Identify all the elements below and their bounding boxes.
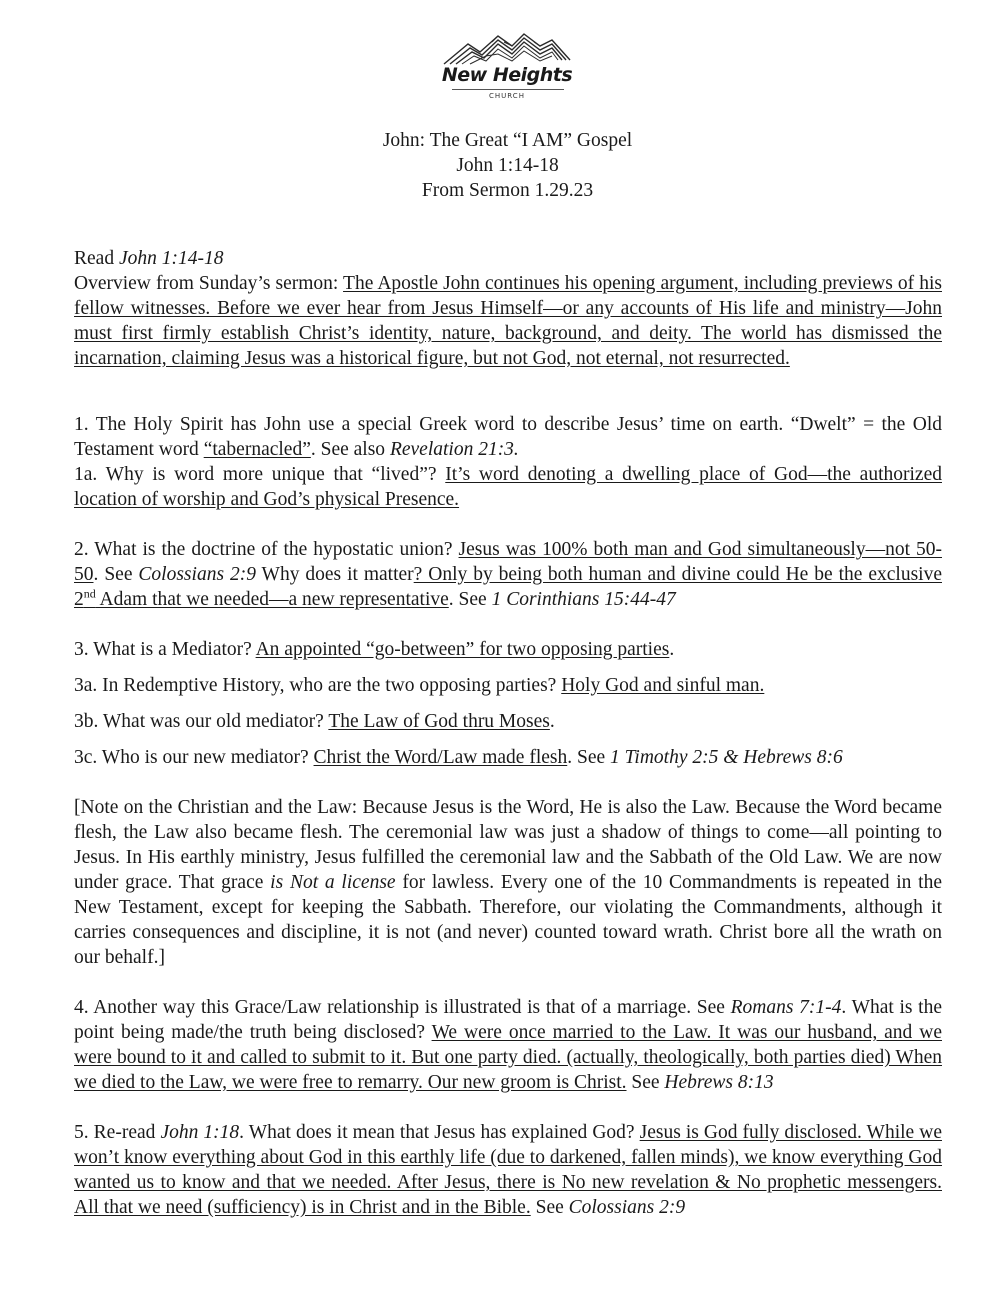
overview-paragraph bbox=[74, 271, 942, 371]
scripture-reference: Colossians 2:9 bbox=[568, 1197, 686, 1218]
sermon-date: From Sermon 1.29.23 bbox=[421, 180, 594, 201]
question-1 bbox=[74, 412, 942, 462]
see-label: See bbox=[530, 1197, 569, 1218]
question-text: 1a. Why is word more unique that “lived”? bbox=[74, 464, 446, 485]
punctuation: . bbox=[669, 639, 675, 660]
logo-subtitle: CHURCH bbox=[489, 92, 525, 100]
scripture-reference: 1 Timothy 2:5 & Hebrews 8:6 bbox=[610, 747, 843, 768]
question-3 bbox=[74, 637, 942, 662]
mountain-peaks-icon bbox=[440, 30, 574, 66]
question-2 bbox=[74, 537, 942, 612]
document-header bbox=[0, 128, 1000, 203]
question-text: 5. Re-read bbox=[74, 1122, 161, 1143]
question-text: 4. Another way this Grace/Law relationship is illustrated is that of a marriage. See bbox=[74, 997, 731, 1018]
logo-wordmark: New Heights bbox=[441, 64, 573, 86]
question-5 bbox=[74, 1120, 942, 1220]
law-note bbox=[74, 795, 942, 970]
question-3c bbox=[74, 745, 942, 770]
question-text: . What is the point being made/the truth being disclosed? bbox=[74, 997, 942, 1043]
see-label: . See also bbox=[310, 439, 390, 460]
overview-answer: The Apostle John continues his opening argument, including previews of his fellow witnesses. Before we ever hear from Jesus Himself—or any accounts of His life and ministry—John must first firmly establish Christ’s identity, nature, background, and deity. The world has dismissed the incarnation, claiming Jesus was a historical figure, but not God, not eternal, not resurrected. bbox=[74, 273, 942, 369]
scripture-reference: Revelation 21:3. bbox=[389, 439, 519, 460]
read-line bbox=[74, 246, 942, 271]
answer-part: Adam that we needed—a new representative bbox=[95, 589, 449, 610]
answer-text: An appointed “go-between” for two opposing parties bbox=[255, 639, 670, 660]
question-1a bbox=[74, 462, 942, 512]
ordinal-suffix: nd bbox=[83, 586, 96, 601]
answer-text: Jesus is God fully disclosed. While we won’t know everything about God in this earthly life (due to darkened, fallen minds), we know everything God wanted us to know and that we needed. After Jesus, there is No new revelation & No prophetic messengers. All that we need (sufficiency) is in Christ and in the Bible. bbox=[74, 1122, 942, 1218]
answer-text: Christ the Word/Law made flesh bbox=[313, 747, 568, 768]
question-text: 3. What is a Mediator? bbox=[74, 639, 256, 660]
answer-text: We were once married to the Law. It was our husband, and we were bound to it and called to submit to it. But one party died. (actually, theologically, both parties died) When we died to the Law, we were free to remarry. Our new groom is Christ. bbox=[74, 1022, 942, 1093]
question-3b bbox=[74, 709, 942, 734]
document-title: John: The Great “I AM” Gospel bbox=[382, 130, 633, 151]
read-label: Read bbox=[74, 248, 119, 269]
scripture-reference: Colossians 2:9 bbox=[138, 564, 256, 585]
question-4 bbox=[74, 995, 942, 1095]
punctuation: . bbox=[549, 711, 555, 732]
scripture-reference: Hebrews 8:13 bbox=[664, 1072, 774, 1093]
answer-text: The Law of God thru Moses bbox=[328, 711, 550, 732]
scripture-reference: John 1:18 bbox=[160, 1122, 240, 1143]
question-text: 3b. What was our old mediator? bbox=[74, 711, 329, 732]
see-label: . See bbox=[93, 564, 139, 585]
question-text: 2. What is the doctrine of the hypostatic union? bbox=[74, 539, 459, 560]
overview-label: Overview from Sunday’s sermon: bbox=[74, 273, 344, 294]
answer-text: Jesus was 100% both man and God simultaneously—not 50-50 bbox=[74, 539, 942, 585]
document-body bbox=[74, 246, 942, 1220]
question-text: . What does it mean that Jesus has explained God? bbox=[239, 1122, 640, 1143]
note-text: [Note on the Christian and the Law: Because Jesus is the Word, He is also the Law. Because the Word became flesh, the Law also became flesh. The ceremonial law was just a shadow of things to come—all pointing to Jesus. In His earthly ministry, Jesus fulfilled the ceremonial law and the Sabbath of the Old Law. We are now under grace. That grace bbox=[74, 797, 942, 893]
question-text: 1. The Holy Spirit has John use a special Greek word to describe Jesus’ time on earth. “Dwelt” = the Old Testament word bbox=[74, 414, 942, 460]
note-text: for lawless. Every one of the 10 Commandments is repeated in the New Testament, except for keeping the Sabbath. Therefore, our violating the Commandments, although it carries consequences and discipline, it is not (and never) counted toward wrath. Christ bore all the wrath on our behalf.] bbox=[74, 872, 942, 968]
see-label: See bbox=[626, 1072, 665, 1093]
church-logo bbox=[440, 30, 580, 106]
question-3a bbox=[74, 673, 942, 698]
scripture-reference: 1 Corinthians 15:44-47 bbox=[491, 589, 676, 610]
scripture-reference: Romans 7:1-4 bbox=[730, 997, 842, 1018]
answer-text: It’s word denoting a dwelling place of God—the authorized location of worship and God’s physical Presence. bbox=[74, 464, 942, 510]
see-label: . See bbox=[567, 747, 611, 768]
logo-divider bbox=[452, 89, 564, 90]
answer-text: Holy God and sinful man. bbox=[561, 675, 765, 696]
read-reference: John 1:14-18 bbox=[118, 248, 224, 269]
passage-reference: John 1:14-18 bbox=[456, 155, 559, 176]
answer-part: ? Only by being both human and divine could He be the exclusive 2 bbox=[74, 564, 942, 610]
question-text: 3c. Who is our new mediator? bbox=[74, 747, 314, 768]
answer-text: “tabernacled” bbox=[203, 439, 311, 460]
note-emphasis: is Not a license bbox=[270, 872, 396, 893]
see-label: . See bbox=[448, 589, 492, 610]
question-text: Why does it matter bbox=[255, 564, 414, 585]
question-text: 3a. In Redemptive History, who are the two opposing parties? bbox=[74, 675, 562, 696]
